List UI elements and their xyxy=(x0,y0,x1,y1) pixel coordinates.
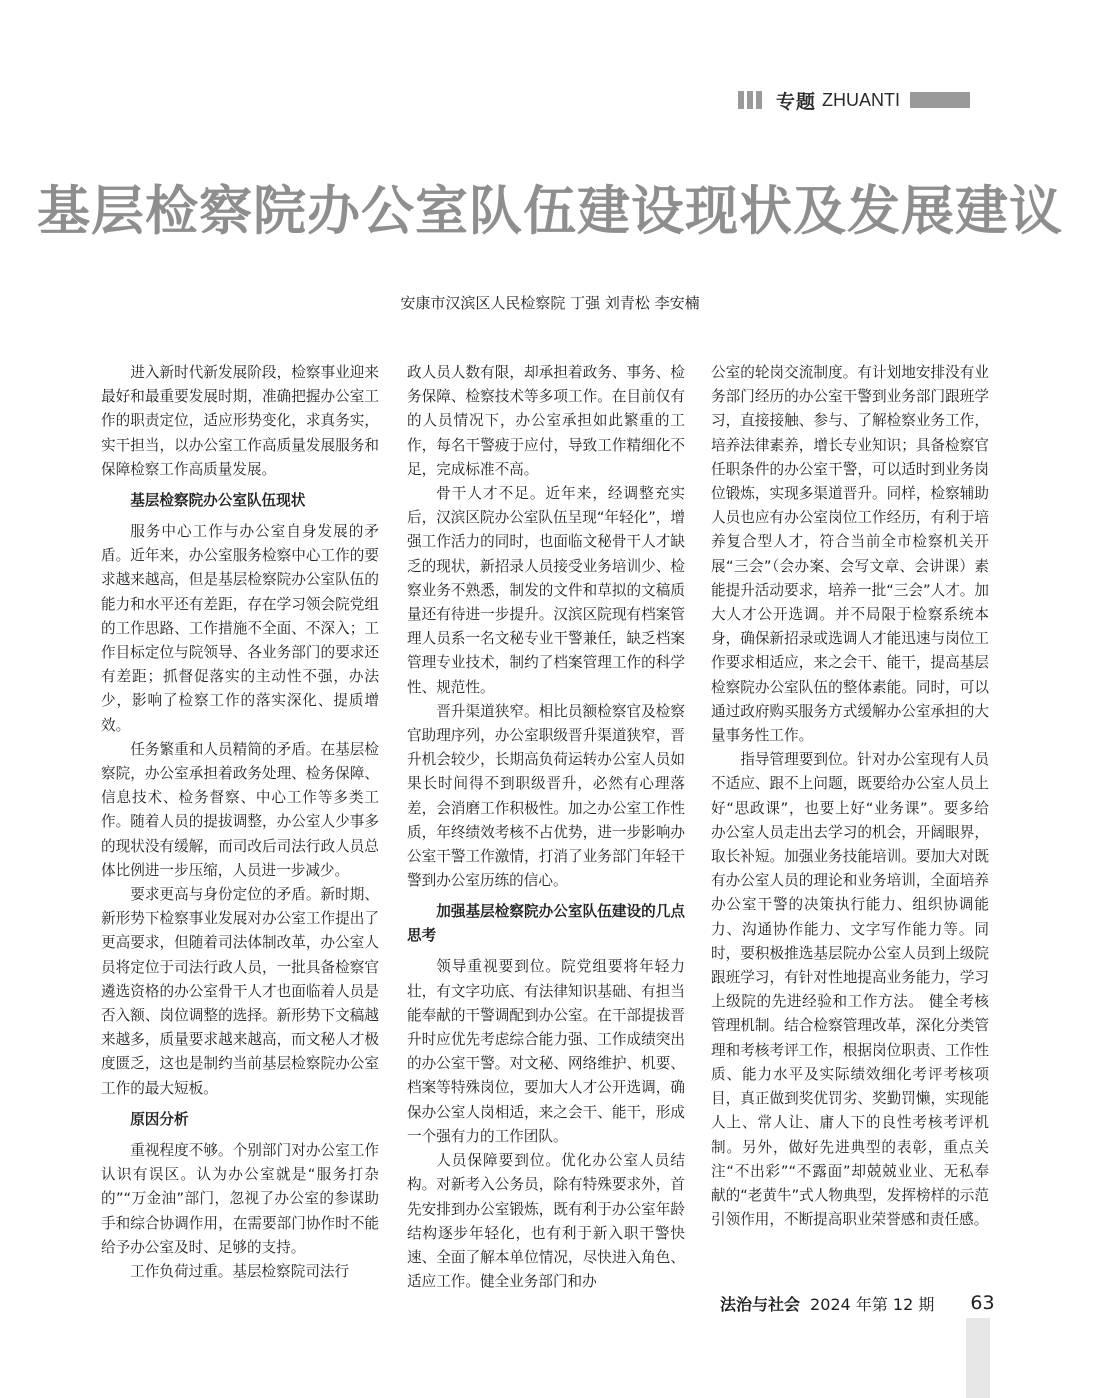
body-paragraph: 指导管理要到位。针对办公室现有人员不适应、跟不上问题，既要给办公室人员上好“思政课”，也要上好“业务课”。要多给办公室人员走出去学习的机会，开阔眼界，取长补短。加强业务技能培训。要加大对既有办公室人员的理论和业务培训，全面培养办公室干警的决策执行能力、组织协调能力、沟通协作能力、文字写作能力等。同时，要积极推选基层院办公室人员到上级院跟班学习，有针对性地提高业务能力，学习上级院的先进经验和工作方法。 健全考核管理机制。结合检察管理改革，深化分类管理和考核考评工作，根据岗位职责、工作性质、能力水平及实际绩效细化考评考核项目，真正做到奖优罚劣、奖勤罚懒，实现能人上、常人让、庸人下的良性考核考评机制。另外，做好先进典型的表彰，重点关注“不出彩”“不露面”却兢兢业业、无私奉献的“老黄牛”式人物典型，发挥榜样的示范引领作用，不断提高职业荣誉感和责任感。 xyxy=(711,751,989,1229)
body-paragraph: 骨干人才不足。近年来，经调整充实后，汉滨区院办公室队伍呈现“年轻化”，增强工作活力的同时，也面临文秘骨干人才缺乏的现状，新招录人员接受业务培训少、检察业务不熟悉，制发的文件和草拟的文稿质量还有待进一步提升。汉滨区院现有档案管理人员系一名文秘专业干警兼任，缺乏档案管理专业技术，制约了档案管理工作的科学性、规范性。 xyxy=(407,485,685,696)
body-paragraph: 重视程度不够。个别部门对办公室工作认识有误区。认为办公室就是“服务打杂的”“万金油”部门，忽视了办公室的参谋助手和综合协调作用，在需要部门协作时不能给予办公室及时、足够的支持。 xyxy=(101,1141,379,1256)
section-tag-bars xyxy=(738,91,762,109)
section-heading: 原因分析 xyxy=(130,1110,189,1128)
body-paragraph: 晋升渠道狭窄。相比员额检察官及检察官助理序列，办公室职级晋升渠道狭窄，晋升机会较少，长期高负荷运转办公室人员如果长时间得不到职级晋升，必然有心理落差，会消磨工作积极性。加之办公室工作性质，年终绩效考核不占优势，进一步影响办公室干警工作激情，打消了业务部门年轻干警到办公室历练的信心。 xyxy=(407,702,685,890)
text-column-1 xyxy=(101,361,379,1284)
article-title: 基层检察院办公室队伍建设现状及发展建议 xyxy=(37,180,1063,242)
body-paragraph: 政人员人数有限，却承担着政务、事务、检务保障、检察技术等多项工作。在目前仅有的人员情况下，办公室承担如此繁重的工作，每名干警疲于应付，导致工作精细化不足，完成标准不高。 xyxy=(407,364,685,478)
section-heading: 加强基层检察院办公室队伍建设的几点思考 xyxy=(407,903,685,945)
page-footer xyxy=(720,1290,995,1316)
body-paragraph: 进入新时代新发展阶段，检察事业迎来最好和最重要发展时期，准确把握办公室工作的职责定位，适应形势变化，求真务实，实干担当，以办公室工作高质量发展服务和保障检察工作高质量发展。 xyxy=(101,364,379,478)
article-byline: 安康市汉滨区人民检察院 丁强 刘青松 李安楠 xyxy=(400,294,700,312)
section-tag-en: ZHUANTI xyxy=(822,89,901,110)
page-number: 63 xyxy=(970,1292,995,1314)
body-paragraph: 服务中心工作与办公室自身发展的矛盾。近年来，办公室服务检察中心工作的要求越来越高，但是基层检察院办公室队伍的能力和水平还有差距，存在学习领会院党组的工作思路、工作措施不全面、不深入；工作目标定位与院领导、各业务部门的要求还有差距；抓督促落实的主动性不强，办法少，影响了检察工作的落实深化、提质增效。 xyxy=(101,523,379,734)
body-paragraph: 工作负荷过重。基层检察院司法行 xyxy=(130,1262,350,1280)
section-tag-rule xyxy=(910,92,970,108)
body-paragraph: 人员保障要到位。优化办公室人员结构。对新考入公务员，除有特殊要求外，首先安排到办公室锻炼，既有利于办公室年龄结构逐步年轻化，也有利于新入职干警快速、全面了解本单位情况，尽快进入角色、适应工作。健全业务部门和办 xyxy=(407,1152,685,1291)
body-paragraph: 领导重视要到位。院党组要将年轻力壮，有文字功底、有法律知识基础、有担当能奉献的干警调配到办公室。在干部提拔晋升时应优先考虑综合能力强、工作成绩突出的办公室干警。对文秘、网络维护、机要、档案等特殊岗位，要加大人才公开选调，确保办公室人岗相适，来之会干、能干，形成一个强有力的工作团队。 xyxy=(407,958,685,1145)
body-paragraph: 要求更高与身份定位的矛盾。新时期、新形势下检察事业发展对办公室工作提出了更高要求，但随着司法体制改革，办公室人员将定位于司法行政人员，一批具备检察官遴选资格的办公室骨干人才也面临着人员是否入额、岗位调整的选择。新形势下文稿越来越多，质量要求越来越高，而文秘人才极度匮乏，这也是制约当前基层检察院办公室工作的最大短板。 xyxy=(101,886,379,1097)
section-heading: 基层检察院办公室队伍现状 xyxy=(130,492,306,510)
issue-number: 2024 年第 12 期 xyxy=(810,1294,935,1314)
text-column-3 xyxy=(711,361,989,1232)
section-tag xyxy=(738,88,970,112)
page-edge-strip xyxy=(966,1318,990,1398)
section-tag-cn: 专题 xyxy=(776,90,817,113)
text-column-2 xyxy=(407,361,685,1294)
publication-name: 法治与社会 xyxy=(720,1294,801,1314)
body-paragraph: 公室的轮岗交流制度。有计划地安排没有业务部门经历的办公室干警到业务部门跟班学习，直接接触、参与、了解检察业务工作，培养法律素养，增长专业知识；具备检察官任职条件的办公室干警，可以适时到业务岗位锻炼，实现多渠道晋升。同样，检察辅助人员也应有办公室岗位工作经历，有利于培养复合型人才，符合当前全市检察机关开展“三会”（会办案、会写文章、会讲课）素能提升活动要求，培养一批“三会”人才。加大人才公开选调。并不局限于检察系统本身，确保新招录或选调人才能迅速与岗位工作要求相适应，来之会干、能干，提高基层检察院办公室队伍的整体素能。同时，可以通过政府购买服务方式缓解办公室承担的大量事务性工作。 xyxy=(711,364,989,745)
body-paragraph: 任务繁重和人员精简的矛盾。在基层检察院，办公室承担着政务处理、检务保障、信息技术、检务督察、中心工作等多类工作。随着人员的提拔调整，办公室人少事多的现状没有缓解，而司改后司法行政人员总体比例进一步压缩，人员进一步减少。 xyxy=(101,740,379,879)
